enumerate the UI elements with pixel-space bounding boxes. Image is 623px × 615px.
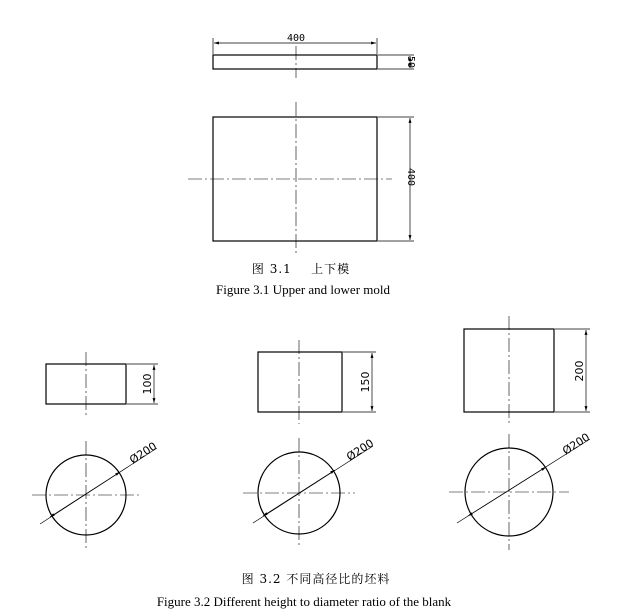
blank-1-height-dimension-text: 100: [141, 373, 154, 395]
blank-3-diameter-dimension-text: Ø200: [560, 430, 593, 458]
lower-height-dimension-text: 400: [405, 167, 416, 187]
figure-3-2-caption-en: Figure 3.2 Different height to diameter ratio of the blank: [156, 594, 452, 609]
blank-2-diameter-dimension-text: Ø200: [344, 436, 377, 464]
figure-3-2-caption-cn: 图 3.2 不同高径比的坯料: [241, 572, 391, 586]
blank-2: [243, 340, 376, 548]
blank-3-height-dimension-text: 200: [573, 360, 586, 382]
blank-3-diameter-dimension-line: [468, 467, 546, 516]
blank-2-side-view: [258, 352, 342, 412]
upper-mold: [213, 33, 416, 78]
blank-1-diameter-dimension-line: [50, 472, 120, 517]
blank-2-height-dimension-text: 150: [359, 371, 372, 393]
upper-mold-outline: [213, 55, 377, 69]
blank-1-diameter-dimension-text: Ø200: [127, 439, 160, 467]
blank-1: [32, 352, 159, 549]
lower-mold: [188, 102, 416, 254]
figure-3-1-caption-en: Figure 3.1 Upper and lower mold: [215, 282, 391, 297]
figure-3-1-caption-cn: 图 3.1 上下模: [251, 262, 351, 276]
upper-width-dimension-text: 400: [286, 33, 306, 44]
blank-3: [449, 316, 592, 550]
upper-height-dimension-text: 50: [405, 55, 416, 69]
